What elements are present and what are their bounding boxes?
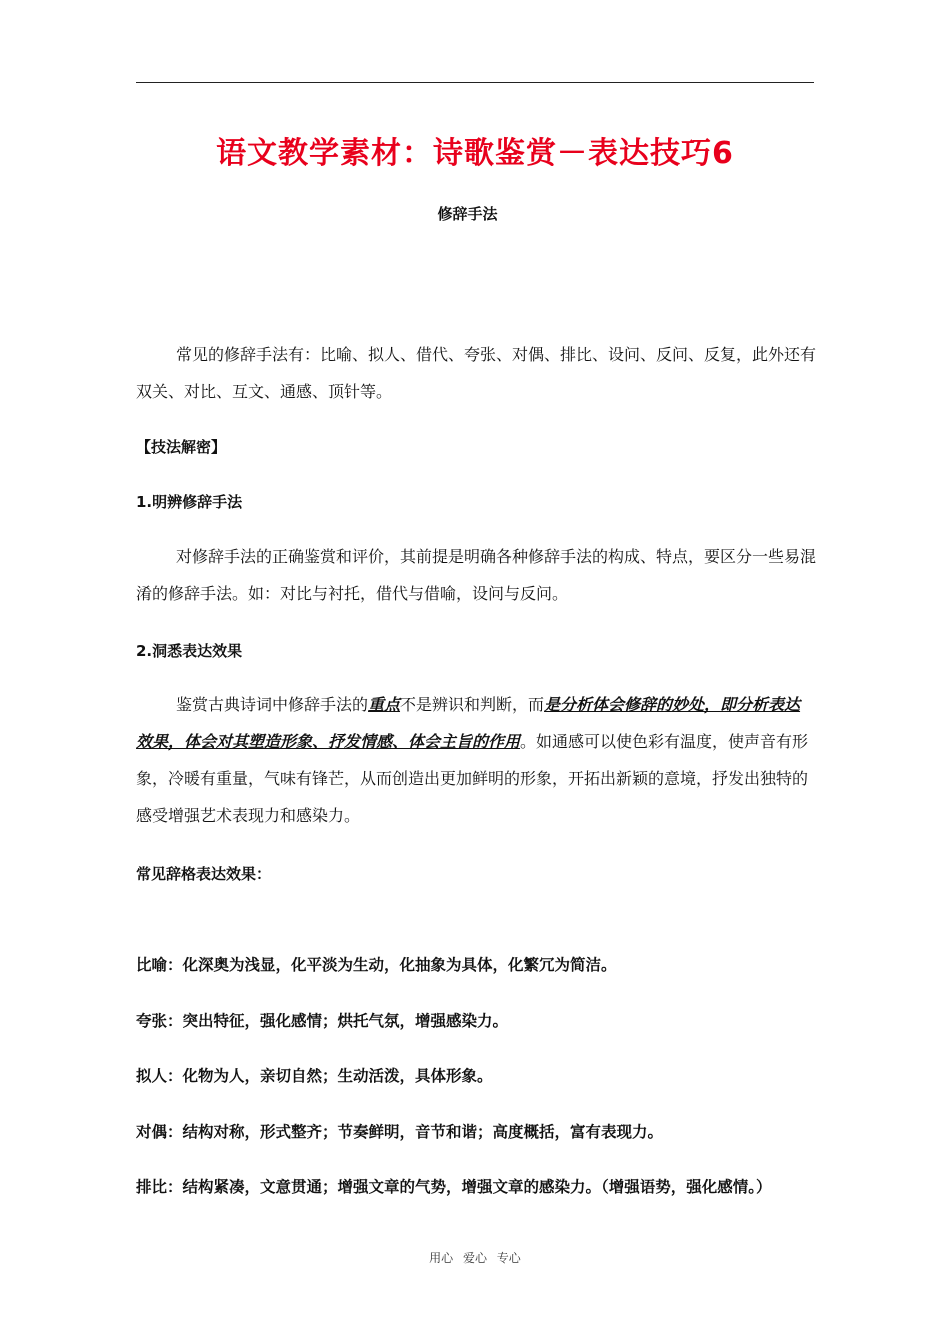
effect-item: 拟人：化物为人，亲切自然；生动活泼，具体形象。 — [136, 1067, 493, 1085]
page-title: 语文教学素材：诗歌鉴赏－表达技巧6 — [216, 136, 734, 171]
page-subtitle: 修辞手法 — [437, 205, 498, 223]
section1-body: 对修辞手法的正确鉴赏和评价，其前提是明确各种修辞手法的构成、特点，要区分一些易混淆的修辞手法。如：对比与衬托，借代与借喻，设问与反问。 — [136, 547, 817, 603]
section2-body-mid: 不是辨识和判断，而 — [400, 695, 545, 714]
effect-item: 比喻：化深奥为浅显，化平淡为生动，化抽象为具体，化繁冗为简洁。 — [136, 956, 617, 974]
section1-heading: 1.明辨修辞手法 — [136, 493, 243, 511]
effect-item: 夸张：突出特征，强化感情；烘托气氛，增强感染力。 — [136, 1012, 509, 1030]
section-tag: 【技法解密】 — [136, 438, 227, 456]
effect-item: 对偶：结构对称，形式整齐；节奏鲜明，音节和谐；高度概括，富有表现力。 — [136, 1123, 664, 1141]
section2-body-end: 。如通感可以使色彩有温度，使声音有形象，冷暖有重量，气味有锋芒，从而创造出更加鲜明的形象，开拓出新颖的意境，抒发出独特的感受增强艺术表现力和感染力。 — [136, 732, 809, 825]
section2-body-start: 鉴赏古典诗词中修辞手法的 — [176, 695, 369, 714]
section2-emphasis-2: 是分析体会修辞的妙处，即分析表达效果，体会对其塑造形象、抒发情感、体会主旨的作用 — [136, 695, 801, 751]
intro-paragraph: 常见的修辞手法有：比喻、拟人、借代、夸张、对偶、排比、设问、反问、反复，此外还有双关、对比、互文、通感、顶针等。 — [136, 345, 817, 401]
effects-heading: 常见辞格表达效果： — [136, 865, 272, 883]
header-rule — [136, 82, 814, 83]
page-footer: 用心 爱心 专心 — [429, 1251, 521, 1265]
section2-emphasis-1: 重点 — [368, 695, 401, 714]
section2-body — [136, 686, 816, 834]
section2-heading: 2.洞悉表达效果 — [136, 642, 243, 660]
effect-item: 排比：结构紧凑，文意贯通；增强文章的气势，增强文章的感染力。（增强语势，强化感情。） — [136, 1178, 772, 1196]
